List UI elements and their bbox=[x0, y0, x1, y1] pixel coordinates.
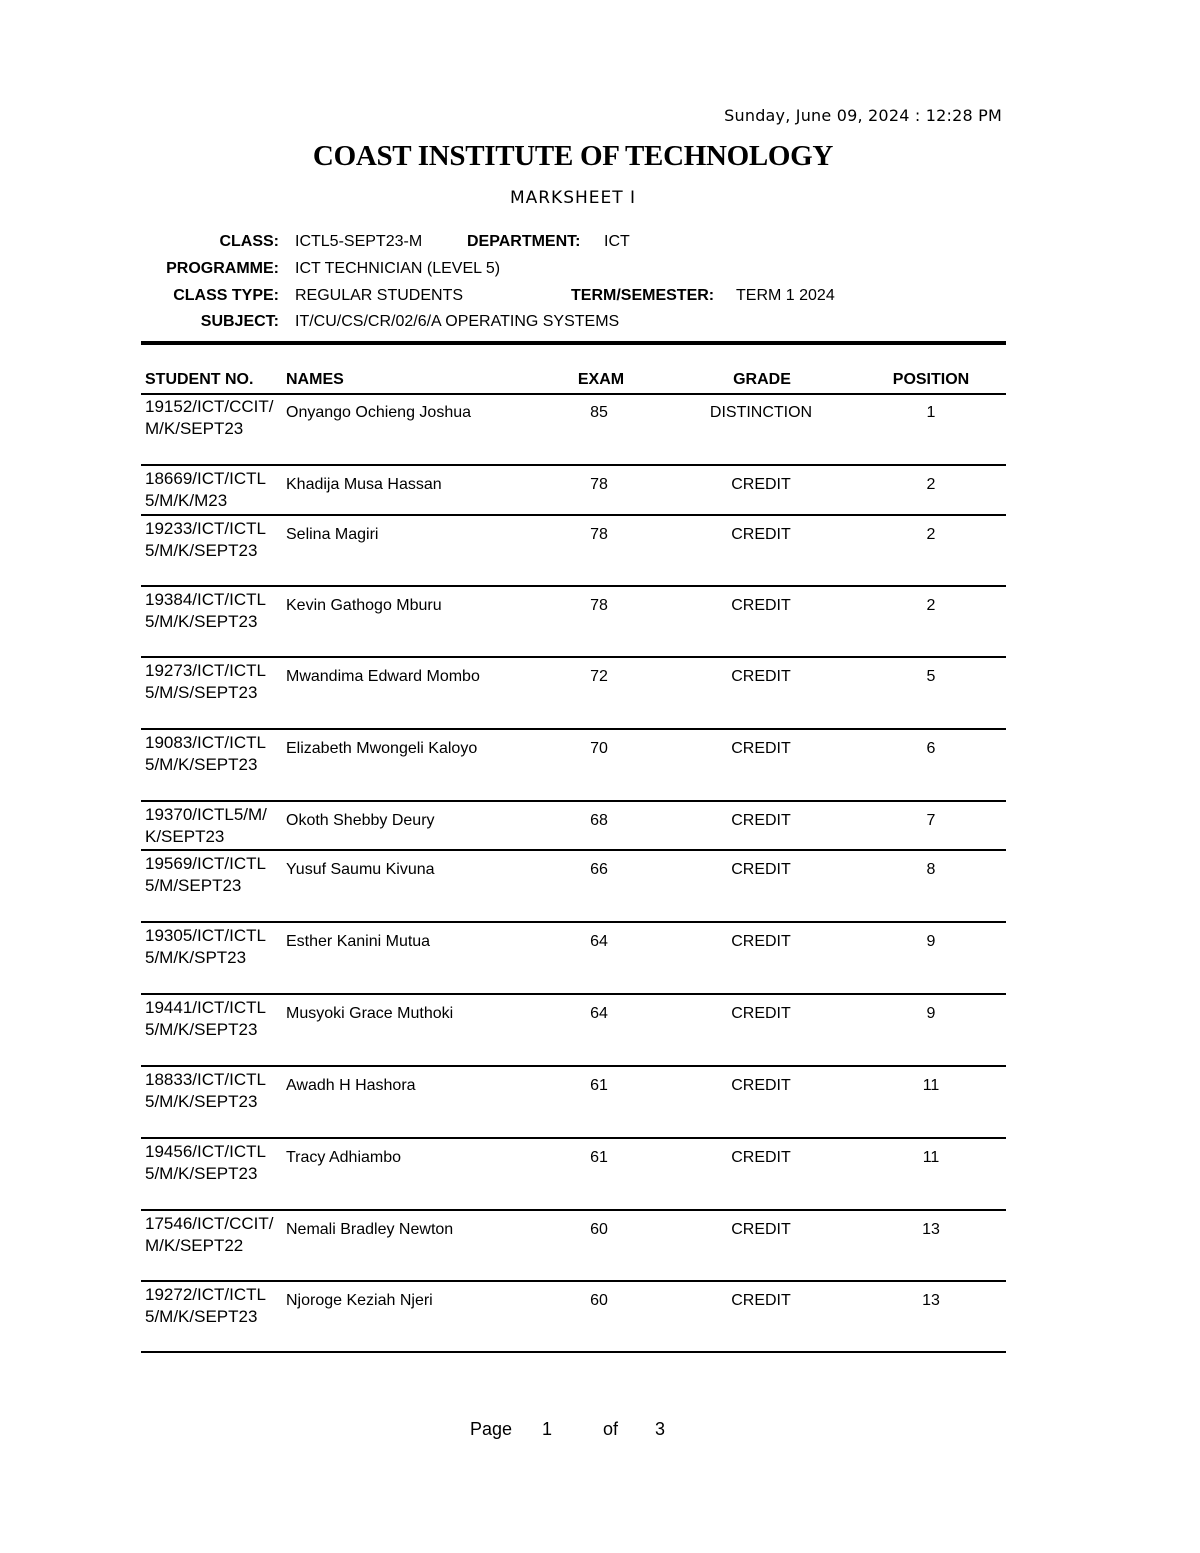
position: 7 bbox=[926, 812, 936, 829]
grade: DISTINCTION bbox=[709, 404, 813, 421]
exam-score: 60 bbox=[590, 1221, 608, 1238]
position: 2 bbox=[926, 526, 936, 543]
student-name: Tracy Adhiambo bbox=[286, 1149, 402, 1166]
grade: CREDIT bbox=[731, 812, 791, 829]
page-number: 1 bbox=[542, 1419, 553, 1439]
exam-score: 66 bbox=[590, 861, 608, 878]
exam-score: 72 bbox=[590, 668, 608, 685]
student-name: Selina Magiri bbox=[286, 526, 379, 543]
report-timestamp: Sunday, June 09, 2024 : 12:28 PM bbox=[724, 106, 1002, 125]
student-number: 19272/ICT/ICTL5/M/K/SEPT23 bbox=[145, 1285, 266, 1326]
position: 6 bbox=[926, 740, 936, 757]
grade: CREDIT bbox=[731, 1005, 791, 1022]
position: 1 bbox=[926, 404, 936, 421]
student-name: Khadija Musa Hassan bbox=[286, 476, 442, 493]
position: 8 bbox=[926, 861, 936, 878]
student-number: 19273/ICT/ICTL5/M/S/SEPT23 bbox=[145, 661, 266, 702]
grade: CREDIT bbox=[731, 476, 791, 493]
student-number: 18669/ICT/ICTL5/M/K/M23 bbox=[145, 469, 266, 510]
subject-value: IT/CU/CS/CR/02/6/A OPERATING SYSTEMS bbox=[295, 313, 620, 330]
position: 13 bbox=[922, 1292, 940, 1309]
student-name: Njoroge Keziah Njeri bbox=[286, 1292, 433, 1309]
student-name: Nemali Bradley Newton bbox=[286, 1221, 454, 1238]
table-row bbox=[141, 1211, 1006, 1282]
table-row bbox=[141, 802, 1006, 851]
grade: CREDIT bbox=[731, 597, 791, 614]
table-row bbox=[141, 658, 1006, 730]
exam-score: 64 bbox=[590, 1005, 608, 1022]
exam-score: 64 bbox=[590, 933, 608, 950]
grade: CREDIT bbox=[731, 1077, 791, 1094]
table-row bbox=[141, 851, 1006, 923]
programme-value: ICT TECHNICIAN (LEVEL 5) bbox=[295, 260, 501, 277]
exam-score: 78 bbox=[590, 526, 608, 543]
total-pages: 3 bbox=[655, 1419, 666, 1439]
document-title: MARKSHEET I bbox=[509, 188, 637, 208]
student-name: Musyoki Grace Muthoki bbox=[286, 1005, 454, 1022]
exam-score: 70 bbox=[590, 740, 608, 757]
student-name: Kevin Gathogo Mburu bbox=[286, 597, 442, 614]
class-value: ICTL5-SEPT23-M bbox=[295, 233, 423, 250]
student-name: Awadh H Hashora bbox=[286, 1077, 416, 1094]
student-number: 19305/ICT/ICTL5/M/K/SPT23 bbox=[145, 926, 266, 967]
class-type-value: REGULAR STUDENTS bbox=[295, 287, 464, 304]
class-type-label: CLASS TYPE: bbox=[173, 287, 279, 304]
student-name: Elizabeth Mwongeli Kaloyo bbox=[286, 740, 478, 757]
programme-label: PROGRAMME: bbox=[166, 260, 279, 277]
subject-label: SUBJECT: bbox=[200, 313, 279, 330]
position: 9 bbox=[926, 933, 936, 950]
student-name: Yusuf Saumu Kivuna bbox=[286, 861, 435, 878]
position: 2 bbox=[926, 476, 936, 493]
table-row bbox=[141, 1139, 1006, 1211]
table-row bbox=[141, 923, 1006, 995]
header-names: NAMES bbox=[286, 371, 344, 388]
table-row bbox=[141, 730, 1006, 802]
student-number: 19152/ICT/CCIT/M/K/SEPT23 bbox=[145, 397, 274, 438]
student-number: 19441/ICT/ICTL5/M/K/SEPT23 bbox=[145, 998, 266, 1039]
header-student-no: STUDENT NO. bbox=[145, 371, 254, 388]
grade: CREDIT bbox=[731, 861, 791, 878]
term-value: TERM 1 2024 bbox=[736, 287, 835, 304]
department-value: ICT bbox=[604, 233, 630, 250]
student-name: Onyango Ochieng Joshua bbox=[286, 404, 472, 421]
position: 2 bbox=[926, 597, 936, 614]
table-row bbox=[141, 995, 1006, 1067]
term-label: TERM/SEMESTER: bbox=[571, 287, 715, 304]
header-exam: EXAM bbox=[577, 371, 625, 388]
institution-title: COAST INSTITUTE OF TECHNOLOGY bbox=[312, 140, 834, 172]
table-row bbox=[141, 587, 1006, 658]
student-number: 18833/ICT/ICTL5/M/K/SEPT23 bbox=[145, 1070, 266, 1111]
student-number: 19370/ICTL5/M/K/SEPT23 bbox=[145, 805, 267, 846]
table-row bbox=[141, 1067, 1006, 1139]
table-row bbox=[141, 516, 1006, 587]
header-divider bbox=[141, 341, 1006, 345]
grade: CREDIT bbox=[731, 933, 791, 950]
student-number: 19456/ICT/ICTL5/M/K/SEPT23 bbox=[145, 1142, 266, 1183]
exam-score: 60 bbox=[590, 1292, 608, 1309]
page-label: Page bbox=[470, 1419, 513, 1439]
class-label: CLASS: bbox=[219, 233, 279, 250]
grade: CREDIT bbox=[731, 740, 791, 757]
grade: CREDIT bbox=[731, 668, 791, 685]
student-name: Esther Kanini Mutua bbox=[286, 933, 431, 950]
grade: CREDIT bbox=[731, 526, 791, 543]
exam-score: 85 bbox=[590, 404, 608, 421]
exam-score: 61 bbox=[590, 1077, 608, 1094]
exam-score: 61 bbox=[590, 1149, 608, 1166]
exam-score: 78 bbox=[590, 597, 608, 614]
exam-score: 78 bbox=[590, 476, 608, 493]
student-name: Mwandima Edward Mombo bbox=[286, 668, 480, 685]
position: 13 bbox=[922, 1221, 940, 1238]
student-number: 19083/ICT/ICTL5/M/K/SEPT23 bbox=[145, 733, 266, 774]
student-name: Okoth Shebby Deury bbox=[286, 812, 435, 829]
table-row bbox=[141, 394, 1006, 466]
position: 11 bbox=[922, 1077, 940, 1094]
grade: CREDIT bbox=[731, 1149, 791, 1166]
position: 11 bbox=[922, 1149, 940, 1166]
table-row bbox=[141, 1282, 1006, 1353]
student-number: 19233/ICT/ICTL5/M/K/SEPT23 bbox=[145, 519, 266, 560]
table-row bbox=[141, 466, 1006, 516]
position: 9 bbox=[926, 1005, 936, 1022]
student-number: 19569/ICT/ICTL5/M/SEPT23 bbox=[145, 854, 266, 895]
student-number: 19384/ICT/ICTL5/M/K/SEPT23 bbox=[145, 590, 266, 631]
department-label: DEPARTMENT: bbox=[467, 233, 581, 250]
header-position: POSITION bbox=[892, 371, 970, 388]
of-label: of bbox=[603, 1419, 619, 1439]
exam-score: 68 bbox=[590, 812, 608, 829]
position: 5 bbox=[926, 668, 936, 685]
student-number: 17546/ICT/CCIT/M/K/SEPT22 bbox=[145, 1214, 274, 1255]
grade: CREDIT bbox=[731, 1292, 791, 1309]
header-grade: GRADE bbox=[733, 371, 791, 388]
grade: CREDIT bbox=[731, 1221, 791, 1238]
